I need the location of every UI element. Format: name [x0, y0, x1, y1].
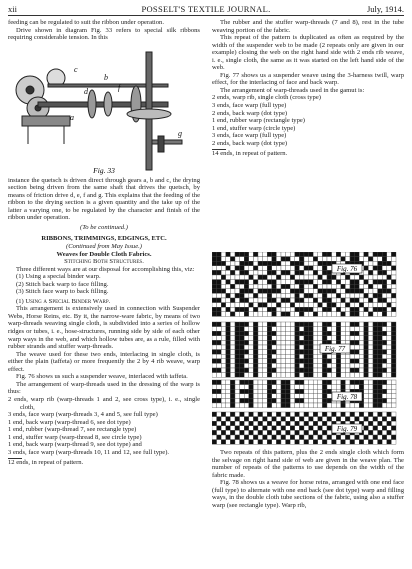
right-column: [212, 19, 404, 158]
gamut-list-item: 3 ends, face warp (full type): [212, 132, 287, 140]
continued-note: (To be continued.): [80, 223, 128, 231]
weave-grid: [212, 322, 396, 377]
machine-drawing: [8, 44, 200, 176]
gamut-list-item: 1 end, stuffer warp (circle type): [212, 124, 296, 132]
gamut-list-item: 2 ends, back warp (dot type): [212, 139, 288, 147]
paragraph: Fig. 77 shows us a suspender weave using the 3-harness twill, warp effect, for the interlacing of face and back warp.: [212, 71, 404, 87]
method-item: (3) Stitch face warp to back filling.: [16, 288, 109, 296]
gamut-list-item: 2 ends, back warp (dot type): [212, 109, 288, 117]
paragraph: The arrangement of warp-threads used in the dressing of the warp is thus:: [8, 380, 200, 396]
weave-grid: [212, 412, 396, 444]
weave-diagrams: [212, 252, 404, 446]
paragraph: Drive shown in diagram Fig. 33 refers to special silk ribbons requiring considerable tension. In this: [8, 26, 200, 42]
warp-list-item: 2 ends, warp rib (warp-threads 1 and 2, see cross type), i. e., single cloth,: [8, 395, 200, 411]
left-column: [8, 19, 200, 467]
paragraph: Fig. 76 shows us such a suspender weave, interlaced with taffeta.: [16, 373, 188, 381]
weave-grid: [212, 380, 396, 408]
repeat-total: 14 ends, in repeat of pattern.: [212, 150, 288, 158]
paragraph: The rubber and the stuffer warp-threads (7 and 8), rest in the tube weaving portion of the fabric.: [212, 19, 404, 34]
gamut-list-item: 1 end, rubber warp (rectangle type): [212, 117, 306, 125]
gamut-list-item: 3 ends, face warp (full type): [212, 102, 287, 110]
fig-label-g: g: [178, 128, 182, 138]
paragraph: The weave used for these two ends, interlacing in single cloth, is either the plain (taffeta) or more frequently the 2 by 4 rib weave, warp effect.: [8, 350, 200, 373]
fig-label-d: d: [84, 86, 88, 96]
method-item: (1) Using a special binder warp.: [16, 273, 101, 281]
paragraph: Two repeats of this pattern, plus the 2 ends single cloth which form the selvage on right hand side of web are given in the weave plan. The number of repeats of the patterns to use depends on the width of the fabric made.: [212, 449, 404, 479]
paragraph: This repeat of the pattern is duplicated as often as required by the width of the suspender web to be made (2 repeats only are given in our example) closing the web on the right hand side with 2 ends rib weave, i. e., single cloth, the same as it was started on the left hand side of the web.: [212, 34, 404, 72]
warp-list-item: 1 end, rubber (warp-thread 7, see rectangle type): [8, 426, 137, 434]
page-number: xii: [8, 4, 17, 14]
fig-33-caption: Fig. 33: [93, 165, 115, 175]
repeat-total: 12 ends, in repeat of pattern.: [8, 459, 84, 467]
fig-33-machine-diagram: [8, 44, 200, 176]
paragraph: This arrangement is extensively used in connection with Suspender Webs, Horse Reins, etc. By it, the narrow-ware fabric, by means of two warp-threads weaving single cloth, is subdivided into a series of hollow ridges or tubes, i. e., hose-structures, running side by side of each other warp ways in the web, and which hollow tubes are, as a rule, filled with rubber strands and stuffer warp-threads.: [8, 305, 200, 351]
paragraph: Fig. 78 shows us a weave for horse reins, arranged with one end face (full type) to alternate with one end back (see dot type) warp and filling ways, in the double cloth tube sections of the fabric, using also a stuffer warp (see rectangle type). Warp rib,: [212, 479, 404, 509]
fig-label-a: a: [70, 112, 74, 122]
paragraph: feeding can be regulated to suit the ribbon under operation.: [8, 19, 164, 26]
gamut-list-item: 2 ends, warp rib, single cloth (cross type): [212, 94, 321, 102]
fig-label-c: c: [74, 64, 78, 74]
issue-date: July, 1914.: [367, 4, 404, 14]
paragraph: The arrangement of warp-threads used in the gamut is:: [220, 86, 365, 94]
section-subtitle: Stitching Both Structures.: [64, 258, 144, 266]
header-rule: [8, 15, 404, 16]
method-item: (2) Stitch back warp to face filling.: [16, 280, 109, 288]
figure-label: Fig. 78: [336, 393, 358, 401]
figure-label: Fig. 77: [324, 345, 346, 353]
paragraph: instance the quetsch is driven direct through gears a, b and c, the drying section being driven from the same shaft that drives the quetsch, by means of friction drive d, e, f and g. This explains that the feeding of the ribbon to the drying section is a given quantity and the take up of the latter a varying one, to be regulated by the character and finish of the ribbon under operation.: [8, 176, 200, 222]
subsection-heading: (1) Using a Special Binder Warp.: [16, 297, 111, 305]
warp-list-item: 1 end, stuffer warp (warp-thread 8, see circle type): [8, 433, 142, 441]
section-heading: RIBBONS, TRIMMINGS, EDGINGS, ETC.: [41, 235, 167, 243]
fig-label-f: f: [118, 82, 121, 92]
warp-list-item: 3 ends, face warp (warp-threads 10, 11 and 12, see full type).: [8, 448, 170, 456]
right-column-bottom: [212, 449, 404, 509]
section-title: Weaves for Double Cloth Fabrics.: [56, 250, 152, 258]
paragraph: Three different ways are at our disposal for accomplishing this, viz:: [16, 265, 195, 273]
warp-list-item: 1 end, back warp (warp-thread 6, see dot type): [8, 418, 131, 426]
section-subheading: (Continued from May Issue.): [66, 243, 142, 251]
figure-label: Fig. 76: [336, 265, 358, 273]
figure-label: Fig. 79: [336, 425, 358, 433]
journal-title: POSSELT'S TEXTILE JOURNAL.: [141, 4, 271, 14]
weave-plan-figures: [212, 252, 404, 446]
fig-label-b: b: [104, 72, 108, 82]
warp-list-item: 3 ends, face warp (warp-threads 3, 4 and 5, see full type): [8, 411, 158, 419]
warp-list-item: 1 end, back warp (warp-thread 9, see dot type) and: [8, 441, 142, 449]
weave-grid: [212, 252, 396, 316]
